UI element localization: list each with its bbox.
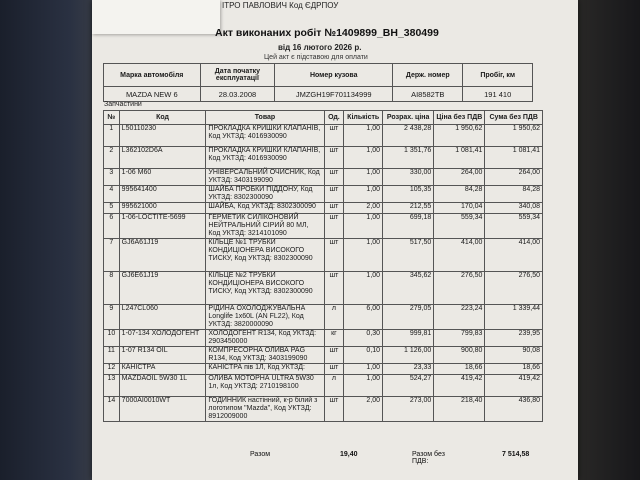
car-header-date: Дата початку експлуатації [200,64,275,87]
row-price: 345,62 [383,272,434,305]
row-number: 4 [104,186,120,203]
row-number: 12 [104,364,120,375]
row-item-name: КІЛЬЦЕ №1 ТРУБКИ КОНДИЦІОНЕРА ВИСОКОГО ТИСКУ, Код УКТЗД: 8302300090 [206,239,324,272]
row-qty: 1,00 [344,272,383,305]
background-right [570,0,640,480]
row-number: 6 [104,214,120,239]
table-row [104,330,543,347]
car-header-vin: Номер кузова [275,64,393,87]
row-price: 2 438,28 [383,125,434,147]
row-net-price: 1 950,62 [434,125,485,147]
row-code: L50110230 [119,125,206,147]
section-label: Запчастини [104,101,142,108]
row-net-price: 419,42 [434,375,485,397]
row-code: 995641400 [119,186,206,203]
row-net-sum: 340,08 [485,203,543,214]
row-code: L362102D6A [119,147,206,169]
row-unit: шт [324,239,344,272]
row-net-sum: 436,80 [485,397,543,422]
col-header-price: Розрах. ціна [383,111,434,125]
row-item-name: ГОДИННИК настінний, к-р білий з логотипом "Mazda", Код УКТЗД: 8912009000 [206,397,324,422]
col-header-unit: Од. [324,111,344,125]
table-row [104,169,543,186]
row-unit: кг [324,330,344,347]
row-item-name: УНІВЕРСАЛЬНИЙ ОЧИСНИК, Код УКТЗД: 3403199090 [206,169,324,186]
row-net-price: 170,04 [434,203,485,214]
row-item-name: ПРОКЛАДКА КРИШКИ КЛАПАНІВ, Код УКТЗД: 4016930090 [206,147,324,169]
row-code: L247CL060 [119,305,206,330]
table-row [104,375,543,397]
row-code: MAZDAOIL 5W30 1L [119,375,206,397]
row-unit: шт [324,214,344,239]
row-item-name: ШАЙБА, Код УКТЗД: 8302300090 [206,203,324,214]
document-date: від 16 лютого 2026 р. [278,43,362,52]
row-qty: 1,00 [344,186,383,203]
row-unit: шт [324,125,344,147]
row-unit: л [324,375,344,397]
row-qty: 1,00 [344,364,383,375]
row-unit: шт [324,364,344,375]
row-price: 999,81 [383,330,434,347]
row-unit: шт [324,147,344,169]
row-qty: 2,00 [344,203,383,214]
row-net-sum: 419,42 [485,375,543,397]
row-net-price: 799,83 [434,330,485,347]
total-qty: 19,40 [340,451,358,458]
table-row [104,186,543,203]
row-item-name: РІДИНА ОХОЛОДЖУВАЛЬНА Longlife 1x60L (AN FL22), Код УКТЗД: 3820000090 [206,305,324,330]
col-header-code: Код [119,111,206,125]
row-code: 7000AI0010WT [119,397,206,422]
row-net-sum: 559,34 [485,214,543,239]
row-number: 9 [104,305,120,330]
row-net-sum: 276,50 [485,272,543,305]
row-item-name: ОЛИВА МОТОРНА ULTRA 5W30 1л, Код УКТЗД: 2710198100 [206,375,324,397]
table-row [104,203,543,214]
table-row [104,239,543,272]
row-number: 8 [104,272,120,305]
row-price: 699,18 [383,214,434,239]
row-unit: шт [324,169,344,186]
row-unit: шт [324,186,344,203]
row-number: 13 [104,375,120,397]
row-price: 330,00 [383,169,434,186]
col-header-net-sum: Сума без ПДВ [485,111,543,125]
row-qty: 0,30 [344,330,383,347]
row-code: КАНІСТРА [119,364,206,375]
row-qty: 6,00 [344,305,383,330]
table-row [104,272,543,305]
row-net-sum: 84,28 [485,186,543,203]
row-unit: шт [324,203,344,214]
car-mileage: 191 410 [463,87,533,102]
row-price: 517,50 [383,239,434,272]
row-price: 23,33 [383,364,434,375]
row-item-name: ХОЛОДОГЕНТ R134, Код УКТЗД: 2903450000 [206,330,324,347]
document-note: Цей акт є підставою для оплати [264,54,368,61]
car-vin: JMZGH19F701134999 [275,87,393,102]
parts-table-body [104,125,543,422]
row-number: 5 [104,203,120,214]
car-plate: AI8582TB [393,87,463,102]
row-code: 1-07 R134 OIL [119,347,206,364]
row-price: 279,05 [383,305,434,330]
row-qty: 0,10 [344,347,383,364]
row-net-sum: 1 950,62 [485,125,543,147]
row-net-price: 559,34 [434,214,485,239]
row-number: 10 [104,330,120,347]
row-unit: шт [324,397,344,422]
row-net-price: 18,66 [434,364,485,375]
table-row [104,364,543,375]
row-price: 273,00 [383,397,434,422]
row-number: 7 [104,239,120,272]
row-number: 1 [104,125,120,147]
row-qty: 1,00 [344,125,383,147]
row-net-sum: 414,00 [485,239,543,272]
table-row [104,214,543,239]
row-net-sum: 1 339,44 [485,305,543,330]
row-number: 14 [104,397,120,422]
row-unit: л [324,305,344,330]
row-item-name: ПРОКЛАДКА КРИШКИ КЛАПАНІВ, Код УКТЗД: 4016930090 [206,125,324,147]
net-total-value: 7 514,58 [502,451,530,458]
paper-tab [92,0,220,34]
total-label: Разом [250,451,271,458]
row-qty: 1,00 [344,239,383,272]
row-net-price: 223,24 [434,305,485,330]
row-net-sum: 239,95 [485,330,543,347]
net-total-label: Разом без ПДВ: [412,451,445,465]
col-header-net-price: Ціна без ПДВ [434,111,485,125]
row-net-price: 414,00 [434,239,485,272]
row-code: 1-06-LOCTITE-5699 [119,214,206,239]
row-number: 2 [104,147,120,169]
row-qty: 1,00 [344,214,383,239]
table-row [104,125,543,147]
row-number: 11 [104,347,120,364]
row-qty: 1,00 [344,375,383,397]
row-code: 995621000 [119,203,206,214]
car-info-table [103,63,533,102]
row-code: 1-06 M60 [119,169,206,186]
row-price: 105,35 [383,186,434,203]
row-unit: шт [324,272,344,305]
row-item-name: ШАЙБА ПРОБКИ ПІДДОНУ, Код УКТЗД: 8302300090 [206,186,324,203]
row-net-price: 900,80 [434,347,485,364]
car-header-make: Марка автомобіля [104,64,201,87]
row-code: 1-07-134 ХОЛОДОГЕНТ [119,330,206,347]
row-code: GJ6A61J19 [119,239,206,272]
row-item-name: КАНІСТРА пів 1Л, Код УКТЗД: [206,364,324,375]
col-header-qty: Кількість [344,111,383,125]
row-item-name: КОМПРЕСОРНА ОЛИВА PAG R134, Код УКТЗД: 3403199090 [206,347,324,364]
company-line: ІТРО ПАВЛОВИЧ Код ЄДРПОУ [222,1,339,10]
row-net-price: 264,00 [434,169,485,186]
row-net-sum: 90,08 [485,347,543,364]
document-title: Акт виконаних робіт №1409899_ВН_380499 [215,27,439,39]
col-header-number: № [104,111,120,125]
table-row [104,305,543,330]
parts-table [103,110,543,422]
row-item-name: ГЕРМЕТИК СИЛІКОНОВИЙ НЕЙТРАЛЬНИЙ СІРИЙ 80 МЛ, Код УКТЗД: 3214101090 [206,214,324,239]
row-code: GJ6E61J19 [119,272,206,305]
row-net-sum: 18,66 [485,364,543,375]
row-net-price: 84,28 [434,186,485,203]
row-price: 1 351,76 [383,147,434,169]
row-net-price: 1 081,41 [434,147,485,169]
row-net-price: 276,50 [434,272,485,305]
row-price: 524,27 [383,375,434,397]
table-row [104,347,543,364]
row-number: 3 [104,169,120,186]
row-qty: 2,00 [344,397,383,422]
row-item-name: КІЛЬЦЕ №2 ТРУБКИ КОНДИЦІОНЕРА ВИСОКОГО ТИСКУ, Код УКТЗД: 8302300090 [206,272,324,305]
row-unit: шт [324,347,344,364]
table-row [104,147,543,169]
car-header-mileage: Пробіг, км [463,64,533,87]
row-qty: 1,00 [344,169,383,186]
car-make: MAZDA NEW 6 [104,87,201,102]
table-row [104,397,543,422]
row-price: 1 126,00 [383,347,434,364]
row-price: 212,55 [383,203,434,214]
car-start-date: 28.03.2008 [200,87,275,102]
row-net-price: 218,40 [434,397,485,422]
car-header-plate: Держ. номер [393,64,463,87]
row-net-sum: 264,00 [485,169,543,186]
col-header-item: Товар [206,111,324,125]
background-left [0,0,100,480]
row-net-sum: 1 081,41 [485,147,543,169]
row-qty: 1,00 [344,147,383,169]
